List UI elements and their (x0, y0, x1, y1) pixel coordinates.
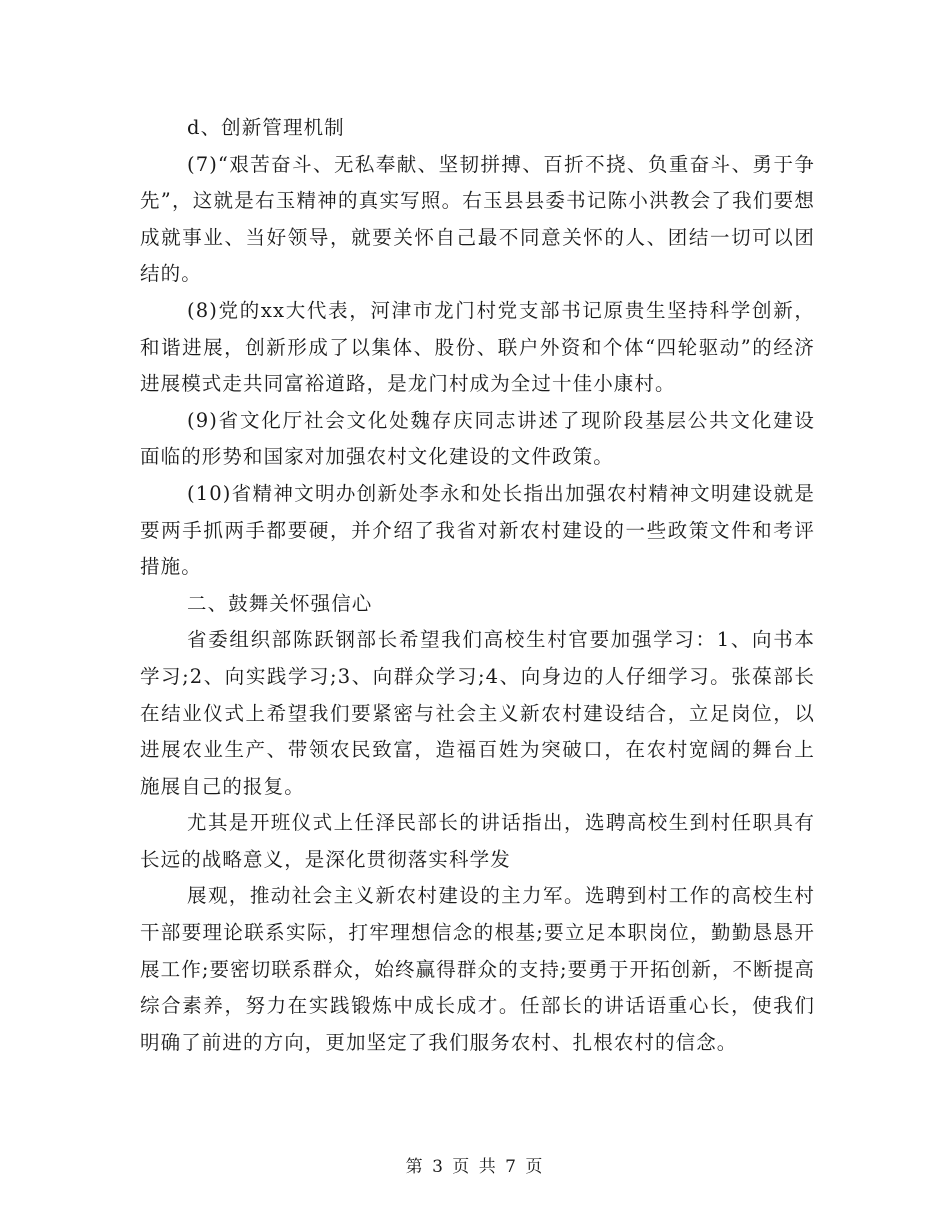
body-paragraph: 展观，推动社会主义新农村建设的主力军。选聘到村工作的高校生村干部要理论联系实际，打牢理想信念的根基;要立足本职岗位，勤勤恳恳开展工作;要密切联系群众，始终赢得群众的支持;要勇于开拓创新，不断提高综合素养，努力在实践锻炼中成长成才。任部长的讲话语重心长，使我们明确了前进的方向，更加坚定了我们服务农村、扎根农村的信念。 (140, 884, 815, 1054)
paragraph-item-10: (10)省精神文明办创新处李永和处长指出加强农村精神文明建设就是要两手抓两手都要硬，并介绍了我省对新农村建设的一些政策文件和考评措施。 (140, 481, 815, 579)
paragraph-item-9: (9)省文化厅社会文化处魏存庆同志讲述了现阶段基层公共文化建设面临的形势和国家对加强农村文化建设的文件政策。 (140, 408, 815, 469)
body-paragraph: 省委组织部陈跃钢部长希望我们高校生村官要加强学习：1、向书本学习;2、向实践学习;3、向群众学习;4、向身边的人仔细学习。张葆部长在结业仪式上希望我们要紧密与社会主义新农村建设结合，立足岗位，以进展农业生产、带领农民致富，造福百姓为突破口，在农村宽阔的舞台上施展自己的报复。 (140, 628, 815, 798)
paragraph-item-7: (7)“艰苦奋斗、无私奉献、坚韧拼搏、百折不挠、负重奋斗、勇于争先”，这就是右玉精神的真实写照。右玉县县委书记陈小洪教会了我们要想成就事业、当好领导，就要关怀自己最不同意关怀的人、团结一切可以团结的。 (140, 152, 815, 286)
document-body (140, 110, 815, 1061)
paragraph-item-8: (8)党的xx大代表，河津市龙门村党支部书记原贵生坚持科学创新，和谐进展，创新形成了以集体、股份、联户外资和个体“四轮驱动”的经济进展模式走共同富裕道路，是龙门村成为全过十佳小康村。 (140, 298, 815, 396)
page-number-footer: 第 3 页 共 7 页 (405, 1157, 545, 1177)
section-heading: 二、鼓舞关怀强信心 (187, 591, 373, 615)
body-paragraph: 尤其是开班仪式上任泽民部长的讲话指出，选聘高校生到村任职具有长远的战略意义，是深化贯彻落实科学发 (140, 811, 815, 871)
section-subheading: d、创新管理机制 (187, 116, 345, 139)
